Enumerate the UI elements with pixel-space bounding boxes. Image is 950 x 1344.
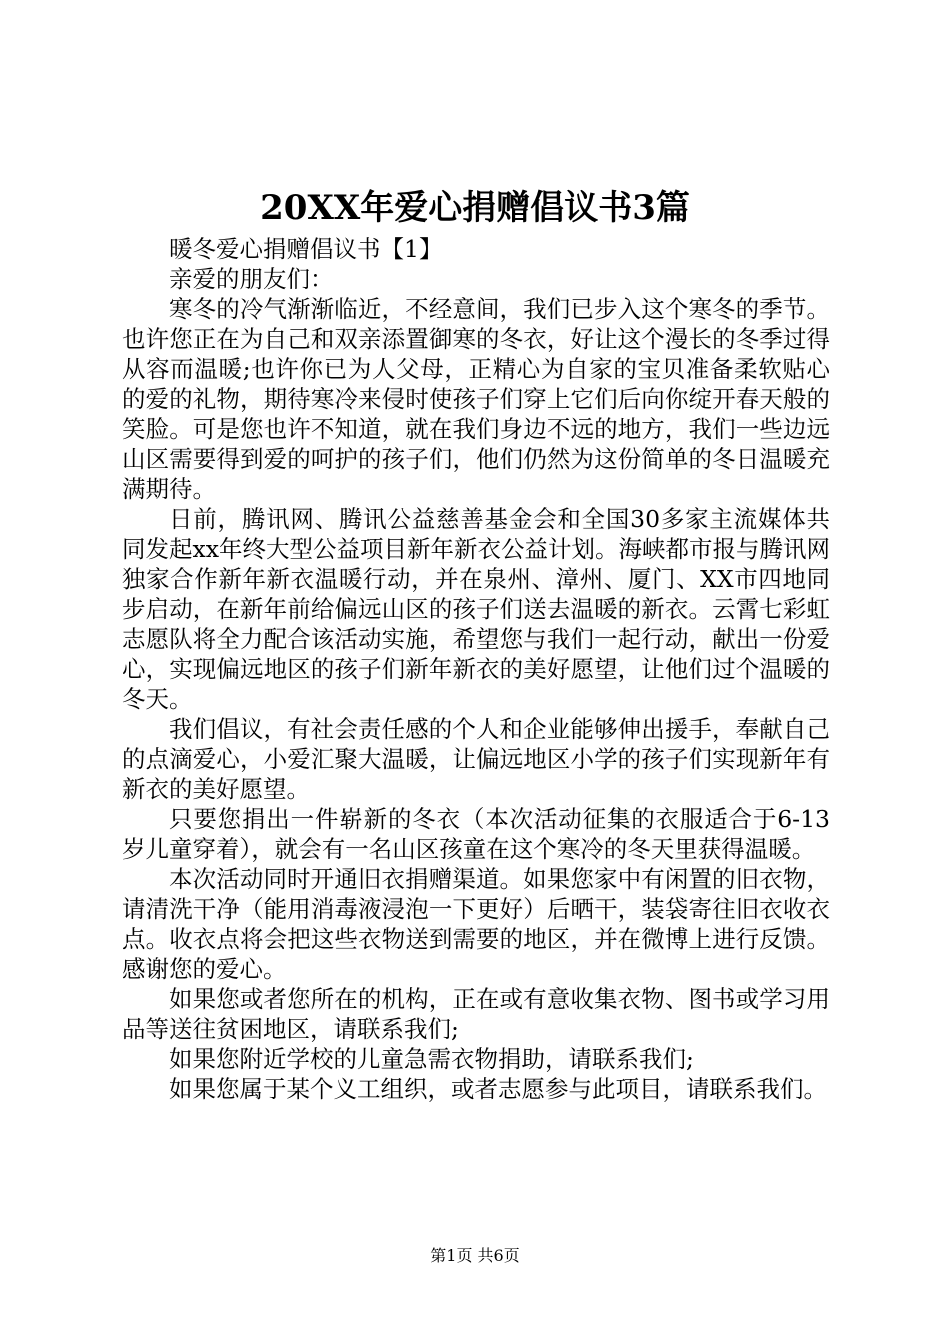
paragraph: 日前，腾讯网、腾讯公益慈善基金会和全国30多家主流媒体共同发起xx年终大型公益项目新年新衣公益计划。海峡都市报与腾讯网独家合作新年新衣温暖行动，并在泉州、漳州、厦门、XX市四地同步启动，在新年前给偏远山区的孩子们送去温暖的新衣。云霄七彩虹志愿队将全力配合该活动实施，希望您与我们一起行动，献出一份爱心，实现偏远地区的孩子们新年新衣的美好愿望，让他们过个温暖的冬天。 (122, 505, 831, 713)
paragraph: 本次活动同时开通旧衣捐赠渠道。如果您家中有闲置的旧衣物，请清洗干净（能用消毒液浸泡一下更好）后晒干，装袋寄往旧衣收衣点。收衣点将会把这些衣物送到需要的地区，并在微博上进行反馈。感谢您的爱心。 (122, 865, 830, 983)
paragraph: 如果您属于某个义工组织，或者志愿参与此项目，请联系我们。 (169, 1075, 827, 1103)
salutation: 亲爱的朋友们： (169, 265, 334, 293)
page-footer: 第1页 共6页 (430, 1246, 520, 1265)
paragraph: 只要您捐出一件崭新的冬衣（本次活动征集的衣服适合于6-13岁儿童穿着），就会有一名山区孩童在这个寒冷的冬天里获得温暖。 (122, 805, 830, 863)
document-title: 20XX年爱心捐赠倡议书3篇 (260, 188, 690, 228)
section-heading: 暖冬爱心捐赠倡议书【1】 (169, 235, 443, 263)
paragraph: 如果您附近学校的儿童急需衣物捐助，请联系我们; (169, 1045, 694, 1073)
paragraph: 寒冬的冷气渐渐临近，不经意间，我们已步入这个寒冬的季节。也许您正在为自己和双亲添置御寒的冬衣，好让这个漫长的冬季过得从容而温暖;也许你已为人父母，正精心为自家的宝贝准备柔软贴心的爱的礼物，期待寒冷来侵时使孩子们穿上它们后向你绽开春天般的笑脸。可是您也许不知道，就在我们身边不远的地方，我们一些边远山区需要得到爱的呵护的孩子们，他们仍然为这份简单的冬日温暖充满期待。 (122, 295, 830, 503)
paragraph: 如果您或者您所在的机构，正在或有意收集衣物、图书或学习用品等送往贫困地区，请联系我们; (122, 985, 830, 1043)
paragraph: 我们倡议，有社会责任感的个人和企业能够伸出援手，奉献自己的点滴爱心，小爱汇聚大温暖，让偏远地区小学的孩子们实现新年有新衣的美好愿望。 (122, 715, 830, 803)
document-body (122, 234, 830, 1104)
